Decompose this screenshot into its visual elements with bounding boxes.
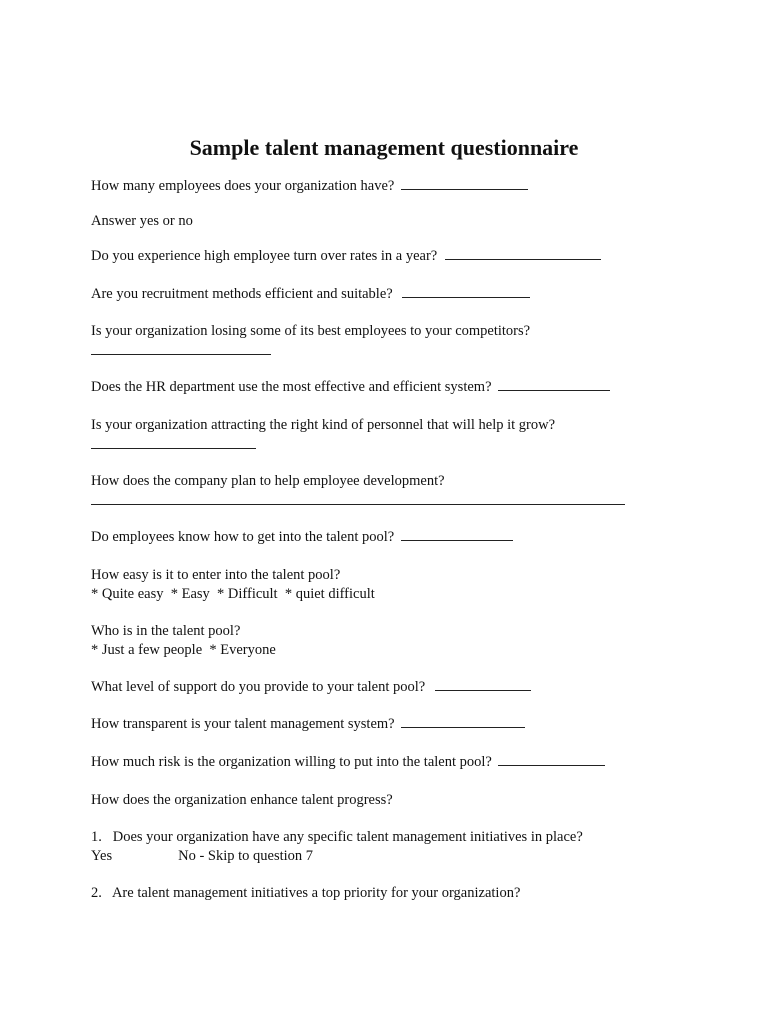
question-risk bbox=[91, 753, 605, 773]
answer-blank[interactable] bbox=[445, 247, 601, 260]
question-development-blank-row bbox=[91, 492, 625, 512]
answer-blank[interactable] bbox=[498, 753, 605, 766]
option-just-a-few-people[interactable]: * Just a few people bbox=[91, 642, 203, 658]
question-attracting-blank-row bbox=[91, 436, 256, 456]
answer-blank[interactable] bbox=[401, 715, 525, 728]
question-text: How many employees does your organization have? bbox=[91, 178, 395, 194]
answer-blank[interactable] bbox=[91, 342, 271, 355]
numbered-question-1-options bbox=[91, 847, 313, 867]
question-text: Does the HR department use the most effective and efficient system? bbox=[91, 379, 492, 395]
option-quite-easy[interactable]: * Quite easy bbox=[91, 586, 164, 602]
answer-blank[interactable] bbox=[401, 177, 528, 190]
option-easy[interactable]: * Easy bbox=[170, 586, 210, 602]
question-hr-system bbox=[91, 378, 610, 398]
question-talent-pool-access bbox=[91, 528, 513, 548]
answer-blank[interactable] bbox=[401, 528, 513, 541]
question-number: 1. bbox=[91, 829, 102, 845]
ease-options bbox=[91, 585, 375, 605]
numbered-question-1 bbox=[91, 828, 583, 848]
question-ease: How easy is it to enter into the talent pool? bbox=[91, 567, 341, 583]
question-text: Do you experience high employee turn over rates in a year? bbox=[91, 248, 438, 264]
question-employees-count bbox=[91, 177, 528, 197]
who-options bbox=[91, 641, 276, 661]
question-development: How does the company plan to help employee development? bbox=[91, 473, 445, 489]
question-text: How much risk is the organization willing to put into the talent pool? bbox=[91, 754, 492, 770]
option-no-skip[interactable]: No - Skip to question 7 bbox=[178, 848, 314, 864]
numbered-question-2 bbox=[91, 884, 520, 904]
question-text: How transparent is your talent management system? bbox=[91, 716, 395, 732]
question-who: Who is in the talent pool? bbox=[91, 623, 241, 639]
option-quiet-difficult[interactable]: * quiet difficult bbox=[284, 586, 375, 602]
question-text: What level of support do you provide to your talent pool? bbox=[91, 679, 426, 695]
question-number: 2. bbox=[91, 885, 102, 901]
option-yes[interactable]: Yes bbox=[91, 848, 113, 864]
question-turnover bbox=[91, 247, 601, 267]
answer-instructions: Answer yes or no bbox=[91, 213, 193, 229]
answer-blank[interactable] bbox=[435, 678, 531, 691]
question-support bbox=[91, 678, 531, 698]
question-attracting: Is your organization attracting the right kind of personnel that will help it grow? bbox=[91, 417, 556, 433]
answer-blank[interactable] bbox=[402, 285, 530, 298]
answer-blank[interactable] bbox=[498, 378, 610, 391]
answer-blank[interactable] bbox=[91, 492, 625, 505]
question-transparent bbox=[91, 715, 525, 735]
question-text: Do employees know how to get into the talent pool? bbox=[91, 529, 395, 545]
question-losing-employees-blank-row bbox=[91, 342, 271, 362]
question-enhance: How does the organization enhance talent progress? bbox=[91, 792, 393, 808]
question-text: Are you recruitment methods efficient and suitable? bbox=[91, 286, 393, 302]
answer-blank[interactable] bbox=[91, 436, 256, 449]
page-title: Sample talent management questionnaire bbox=[189, 135, 579, 160]
question-text: Does your organization have any specific talent management initiatives in place? bbox=[112, 829, 583, 845]
question-losing-employees: Is your organization losing some of its best employees to your competitors? bbox=[91, 323, 531, 339]
question-text: Are talent management initiatives a top priority for your organization? bbox=[111, 885, 521, 901]
question-recruitment bbox=[91, 285, 530, 305]
option-difficult[interactable]: * Difficult bbox=[217, 586, 278, 602]
option-everyone[interactable]: * Everyone bbox=[209, 642, 276, 658]
